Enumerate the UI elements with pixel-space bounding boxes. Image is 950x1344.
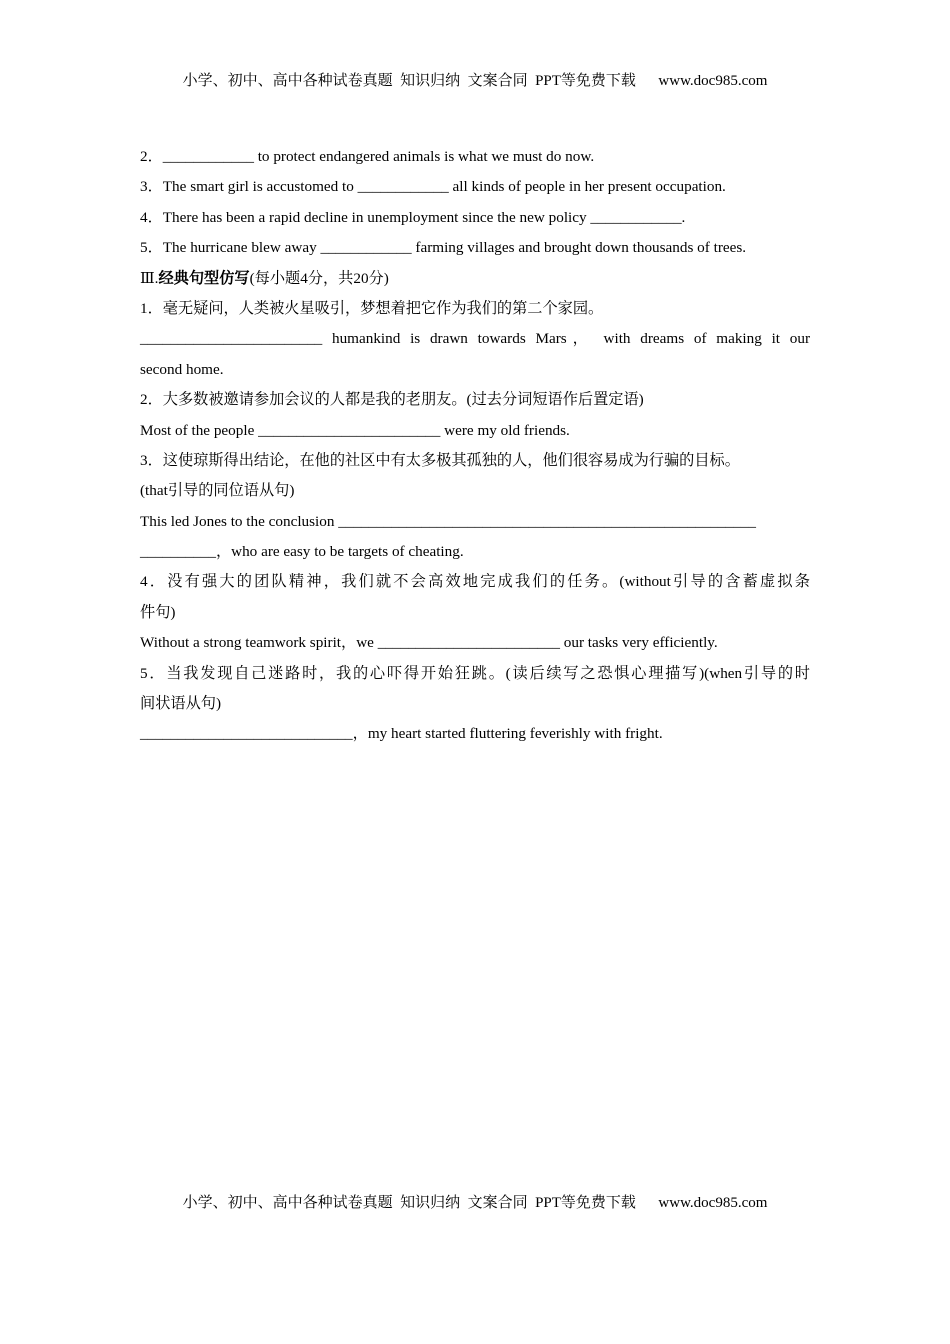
part2-item-3: 3．The smart girl is accustomed to ____________ all kinds of people in her present occupation.	[140, 178, 726, 196]
q3-english-line1: This led Jones to the conclusion _______________________________________________________	[140, 512, 756, 530]
section-3-heading: 经典句型仿写	[158, 269, 250, 287]
q3-chinese-line1: 3．这使琼斯得出结论，在他的社区中有太多极其孤独的人，他们很容易成为行骗的目标。	[140, 451, 740, 469]
q2-english: Most of the people ________________________ were my old friends.	[140, 421, 570, 439]
section-3-scoring: (每小题4分，共20分)	[249, 269, 389, 287]
q4-chinese-line1: 4．没有强大的团队精神，我们就不会高效地完成我们的任务。(without引导的含蓄虚拟条	[140, 573, 810, 591]
part2-item-4: 4．There has been a rapid decline in unemployment since the new policy ____________.	[140, 208, 686, 226]
part2-item-2: 2．____________ to protect endangered animals is what we must do now.	[140, 148, 595, 165]
section-3-title	[140, 264, 810, 294]
page-footer: 小学、初中、高中各种试卷真题 知识归纳 文案合同 PPT等免费下载 www.doc985.com	[182, 1195, 768, 1211]
section-3-numeral: Ⅲ.	[140, 269, 159, 287]
q5-english: ____________________________，my heart started fluttering feverishly with fright.	[140, 725, 663, 743]
exercise-content	[140, 142, 810, 750]
q5-chinese-line2: 间状语从句)	[140, 695, 221, 713]
q5-chinese-line1: 5．当我发现自己迷路时，我的心吓得开始狂跳。(读后续写之恐惧心理描写)(when引导的时	[140, 664, 810, 682]
q3-english-line2: __________，who are easy to be targets of cheating.	[140, 543, 464, 561]
q4-chinese-line2: 件句)	[140, 603, 176, 621]
q1-chinese: 1．毫无疑问，人类被火星吸引，梦想着把它作为我们的第二个家园。	[140, 299, 604, 317]
q3-chinese-line2: (that引导的同位语从句)	[140, 482, 295, 500]
q1-english-line2: second home.	[140, 360, 224, 378]
part2-item-5: 5．The hurricane blew away ____________ farming villages and brought down thousands of trees.	[140, 239, 747, 257]
page-header: 小学、初中、高中各种试卷真题 知识归纳 文案合同 PPT等免费下载 www.doc985.com	[182, 73, 768, 89]
q4-english: Without a strong teamwork spirit，we ________________________ our tasks very efficiently.	[140, 634, 718, 652]
q1-english-line1: ________________________ humankind is drawn towards Mars， with dreams of making it our	[140, 330, 810, 348]
q2-chinese: 2．大多数被邀请参加会议的人都是我的老朋友。(过去分词短语作后置定语)	[140, 391, 644, 409]
